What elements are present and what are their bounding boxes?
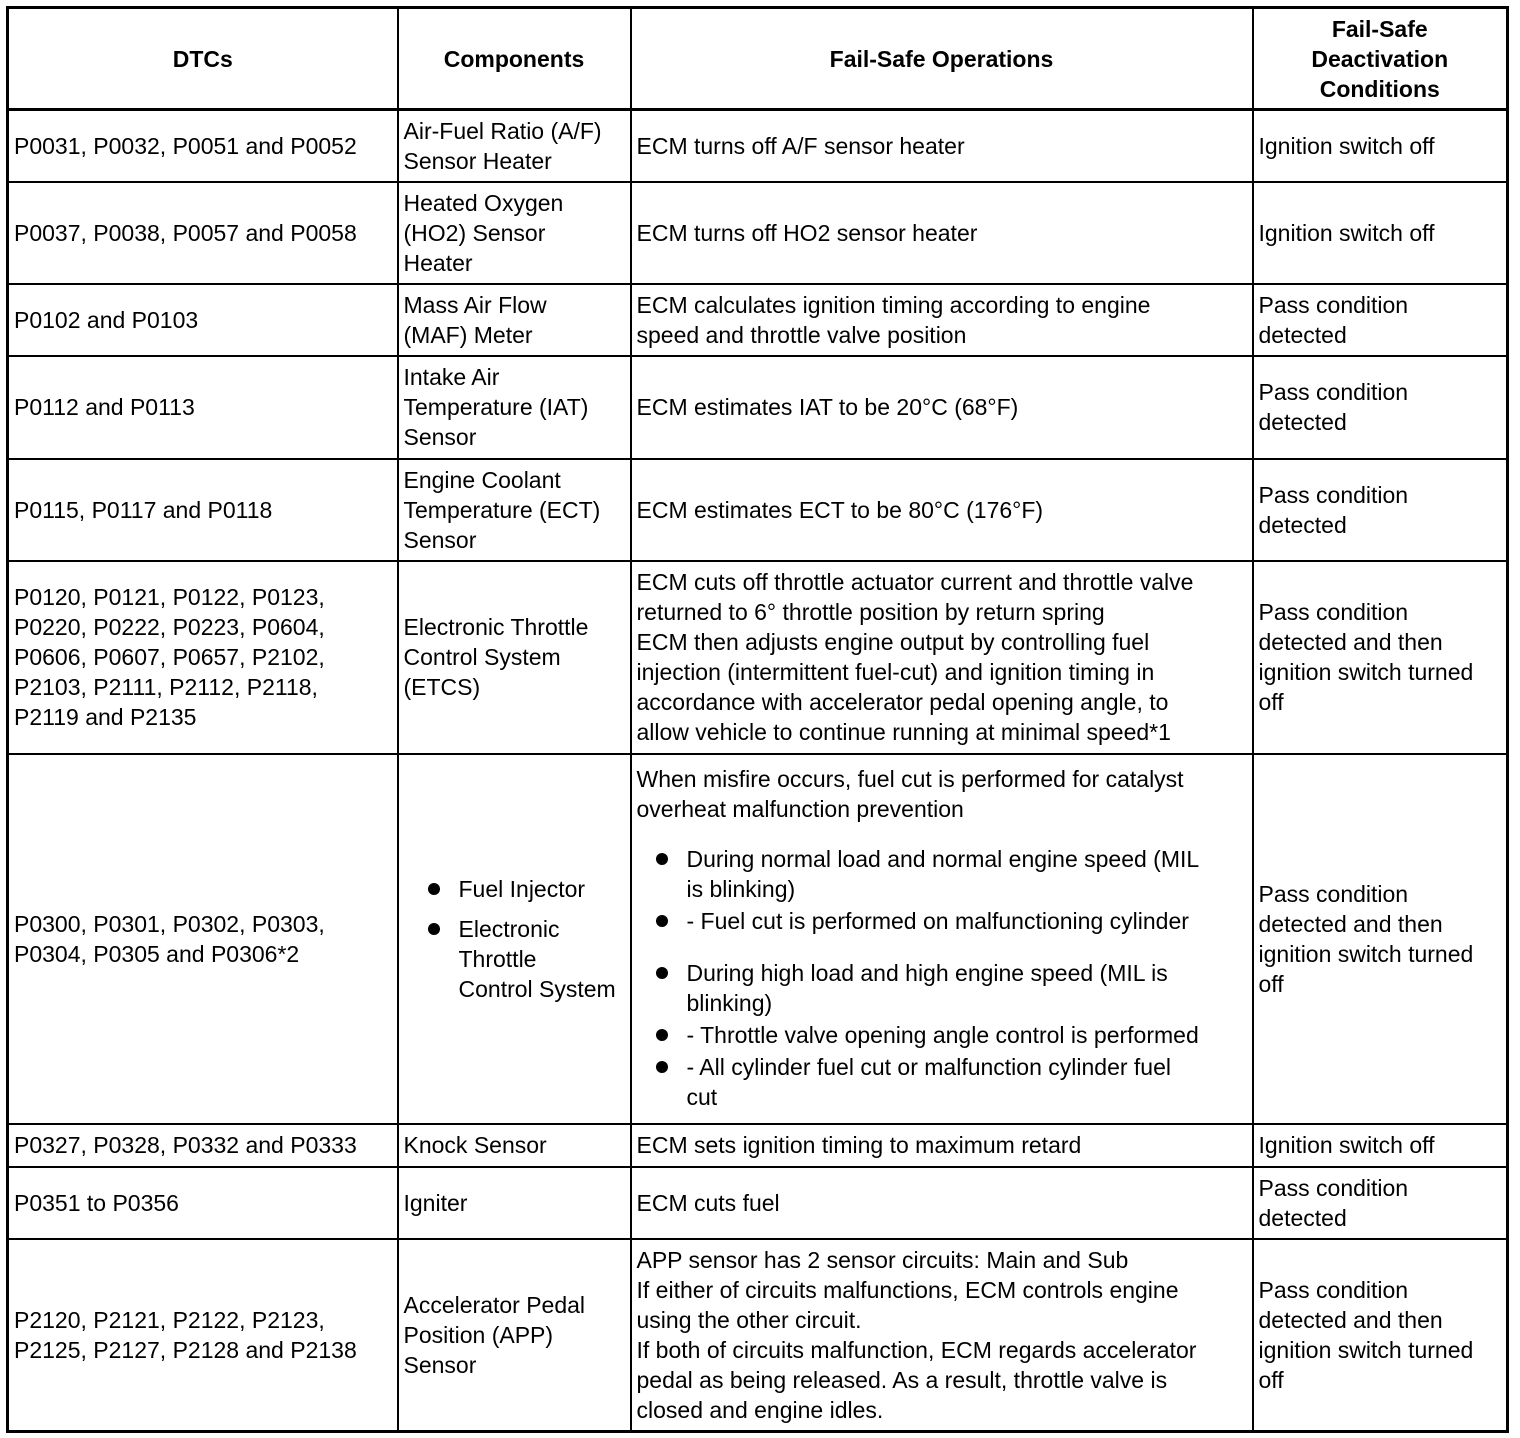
dtc-cell: P0300, P0301, P0302, P0303, P0304, P0305 and P0306*2 <box>8 754 398 1124</box>
header-deactivation: Fail-Safe Deactivation Conditions <box>1253 8 1508 110</box>
dtc-cell: P0037, P0038, P0057 and P0058 <box>8 182 398 284</box>
table-row <box>8 1124 1508 1167</box>
header-operations: Fail-Safe Operations <box>631 8 1253 110</box>
table-row <box>8 182 1508 284</box>
component-list <box>409 874 625 1004</box>
deactivation-cell: Pass condition detected and then ignition switch turned off <box>1253 754 1508 1124</box>
component-cell: Igniter <box>398 1167 631 1239</box>
dtc-cell: P0115, P0117 and P0118 <box>8 459 398 561</box>
dtc-cell: P0112 and P0113 <box>8 356 398 459</box>
deactivation-cell: Pass condition detected and then ignition switch turned off <box>1253 561 1508 754</box>
operation-cell: ECM estimates ECT to be 80°C (176°F) <box>631 459 1253 561</box>
list-item: Electronic Throttle Control System <box>409 914 625 1004</box>
dtc-cell: P2120, P2121, P2122, P2123, P2125, P2127, P2128 and P2138 <box>8 1239 398 1432</box>
operation-cell: ECM turns off A/F sensor heater <box>631 110 1253 182</box>
component-cell: Engine Coolant Temperature (ECT) Sensor <box>398 459 631 561</box>
deactivation-cell: Pass condition detected <box>1253 459 1508 561</box>
operation-cell: APP sensor has 2 sensor circuits: Main and Sub If either of circuits malfunctions, ECM controls engine using the other circuit. If both of circuits malfunction, ECM regards accelerator pedal as being released. As a result, throttle valve is closed and engine idles. <box>631 1239 1253 1432</box>
operation-cell: ECM cuts off throttle actuator current and throttle valve returned to 6° throttle position by return spring ECM then adjusts engine output by controlling fuel injection (intermittent fuel-cut) and ignition timing in accordance with accelerator pedal opening angle, to allow vehicle to continue running at minimal speed*1 <box>631 561 1253 754</box>
deactivation-cell: Ignition switch off <box>1253 110 1508 182</box>
table-row <box>8 1167 1508 1239</box>
operation-cell: ECM estimates IAT to be 20°C (68°F) <box>631 356 1253 459</box>
dtc-cell: P0120, P0121, P0122, P0123, P0220, P0222, P0223, P0604, P0606, P0607, P0657, P2102, P2103, P2111, P2112, P2118, P2119 and P2135 <box>8 561 398 754</box>
table-row <box>8 284 1508 356</box>
table-row <box>8 110 1508 182</box>
deactivation-cell: Pass condition detected <box>1253 284 1508 356</box>
component-cell: Accelerator Pedal Position (APP) Sensor <box>398 1239 631 1432</box>
deactivation-cell: Pass condition detected <box>1253 1167 1508 1239</box>
list-item: - Throttle valve opening angle control is performed <box>637 1020 1247 1050</box>
list-item: Fuel Injector <box>409 874 625 904</box>
list-item: During high load and high engine speed (MIL is blinking) <box>637 958 1247 1018</box>
list-item: - Fuel cut is performed on malfunctioning cylinder <box>637 906 1247 936</box>
component-cell <box>398 754 631 1124</box>
table-row <box>8 1239 1508 1432</box>
table-row <box>8 754 1508 1124</box>
table-row <box>8 459 1508 561</box>
operation-list <box>637 844 1247 1112</box>
component-cell: Electronic Throttle Control System (ETCS) <box>398 561 631 754</box>
operation-cell: ECM calculates ignition timing according to engine speed and throttle valve position <box>631 284 1253 356</box>
deactivation-cell: Pass condition detected and then ignition switch turned off <box>1253 1239 1508 1432</box>
fail-safe-table <box>6 6 1509 1433</box>
list-item: During normal load and normal engine speed (MIL is blinking) <box>637 844 1247 904</box>
table-row <box>8 356 1508 459</box>
deactivation-cell: Ignition switch off <box>1253 1124 1508 1167</box>
component-cell: Mass Air Flow (MAF) Meter <box>398 284 631 356</box>
component-cell: Air-Fuel Ratio (A/F) Sensor Heater <box>398 110 631 182</box>
dtc-cell: P0102 and P0103 <box>8 284 398 356</box>
deactivation-cell: Ignition switch off <box>1253 182 1508 284</box>
component-cell: Heated Oxygen (HO2) Sensor Heater <box>398 182 631 284</box>
table-row <box>8 561 1508 754</box>
list-item: - All cylinder fuel cut or malfunction cylinder fuel cut <box>637 1052 1247 1112</box>
dtc-cell: P0031, P0032, P0051 and P0052 <box>8 110 398 182</box>
header-row <box>8 8 1508 110</box>
component-cell: Intake Air Temperature (IAT) Sensor <box>398 356 631 459</box>
dtc-cell: P0327, P0328, P0332 and P0333 <box>8 1124 398 1167</box>
header-components: Components <box>398 8 631 110</box>
operation-cell: ECM turns off HO2 sensor heater <box>631 182 1253 284</box>
operation-cell: ECM sets ignition timing to maximum retard <box>631 1124 1253 1167</box>
header-dtcs: DTCs <box>8 8 398 110</box>
operation-cell: ECM cuts fuel <box>631 1167 1253 1239</box>
component-cell: Knock Sensor <box>398 1124 631 1167</box>
operation-intro: When misfire occurs, fuel cut is performed for catalyst overheat malfunction prevention <box>636 765 1184 822</box>
dtc-cell: P0351 to P0356 <box>8 1167 398 1239</box>
operation-cell <box>631 754 1253 1124</box>
deactivation-cell: Pass condition detected <box>1253 356 1508 459</box>
